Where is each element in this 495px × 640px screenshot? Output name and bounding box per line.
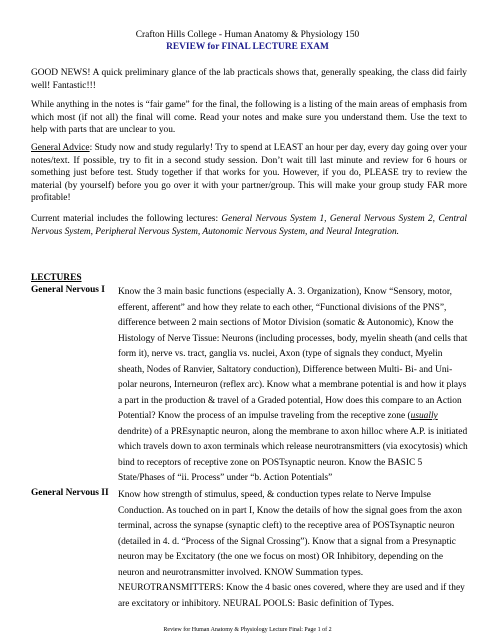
current-material-paragraph xyxy=(31,213,467,238)
general-advice-paragraph xyxy=(31,142,467,205)
page-footer: Review for Human Anatomy & Physiology Lecture Final: Page 1 of 2 xyxy=(163,627,332,633)
lecture-text-part-a: Know the 3 main basic functions (especially A. 3. Organization), Know “Sensory, motor, efferent, afferent” and how they relate to each other, “Functional divisions of the PNS”, difference between 2 main sections of Motor Division (somatic & Autonomic), Know the Histology of Nerve Tissue: Neurons (including processes, body, myelin sheath (and cells that form it), nerve vs. tract, ganglia vs. nuclei, Axon (type of signals they conduct, Myelin sheath, Nodes of Ranvier, Saltatory conduction), Difference between Multi- Bi- and Uni-polar neurons, Interneuron (reflex arc). Know what a membrane potential is and how it plays a part in the production & travel of a Graded potential, How does this compare to an Action Potential? Know the process of an impulse traveling from the receptive zone ( xyxy=(118,287,468,421)
lectures-heading: LECTURES xyxy=(31,273,82,283)
course-title: Crafton Hills College - Human Anatomy & Physiology 150 xyxy=(135,30,360,40)
lecture-text-part-b: dendrite) of a PREsynaptic neuron, along the membrane to axon hilloc where A.P. is initiated which travels down to axon terminals which release neurotransmitters (via exocytosis) which bind to receptors of receptive zone on POSTsynaptic neuron. Know the BASIC 5 State/Phases of “ii. Process” under “b. Action Potentials” xyxy=(118,426,468,483)
current-material-list: General Nervous System 1, General Nervous System 2, Central Nervous System, Peripheral Nervous System, Autonomic Nervous System, and Neural Integration. xyxy=(31,214,467,237)
lecture-text-general-nervous-2: Know how strength of stimulus, speed, & conduction types relate to Nerve Impulse Conduction. As touched on in part I, Know the details of how the signal goes from the axon terminal, across the synapse (synaptic cleft) to the receptive area of POSTsynaptic neuron (detailed in 4. d. “Process of the Signal Crossing”). Know that a signal from a Presynaptic neuron may be Excitatory (the one we focus on most) OR Inhibitory, depending on the neuron and neurotransmitter involved. KNOW Summation types. NEUROTRANSMITTERS: Know the 4 basic ones covered, where they are used and if they are excitatory or inhibitory. NEURAL POOLS: Basic definition of Types. xyxy=(118,490,465,609)
lecture-label-general-nervous-1: General Nervous I xyxy=(31,285,105,295)
exam-title: REVIEW for FINAL LECTURE EXAM xyxy=(166,42,329,52)
document-header xyxy=(0,29,495,53)
general-advice-label: General Advice xyxy=(31,143,90,153)
general-advice-text: : Study now and study regularly! Try to spend at LEAST an hour per day, every day going over your notes/text. If possible, try to fit in a second study session. Don’t wait till last minute and review for 6 hours or something just before test. Study together if that works for you. However, if you do, PLEASE try to review the material (by yourself) before you go over it with your partner/group. This will make your group study FAR more profitable! xyxy=(31,143,467,203)
good-news-paragraph: GOOD NEWS! A quick preliminary glance of the lab practicals shows that, generally speaking, the class did fairly well! Fantastic!!! xyxy=(31,68,467,91)
current-material-prefix: Current material includes the following lectures: xyxy=(31,214,222,224)
lecture-text-general-nervous-1 xyxy=(118,285,468,487)
fair-game-paragraph: While anything in the notes is “fair game” for the final, the following is a listing of the main areas of emphasis from which most (if not all) the final will come. Read your notes and make sure you understand them. Use the text to help with parts that are unclear to you. xyxy=(31,100,467,135)
usually-emphasis: usually xyxy=(410,411,438,421)
lecture-label-general-nervous-2: General Nervous II xyxy=(31,488,109,498)
